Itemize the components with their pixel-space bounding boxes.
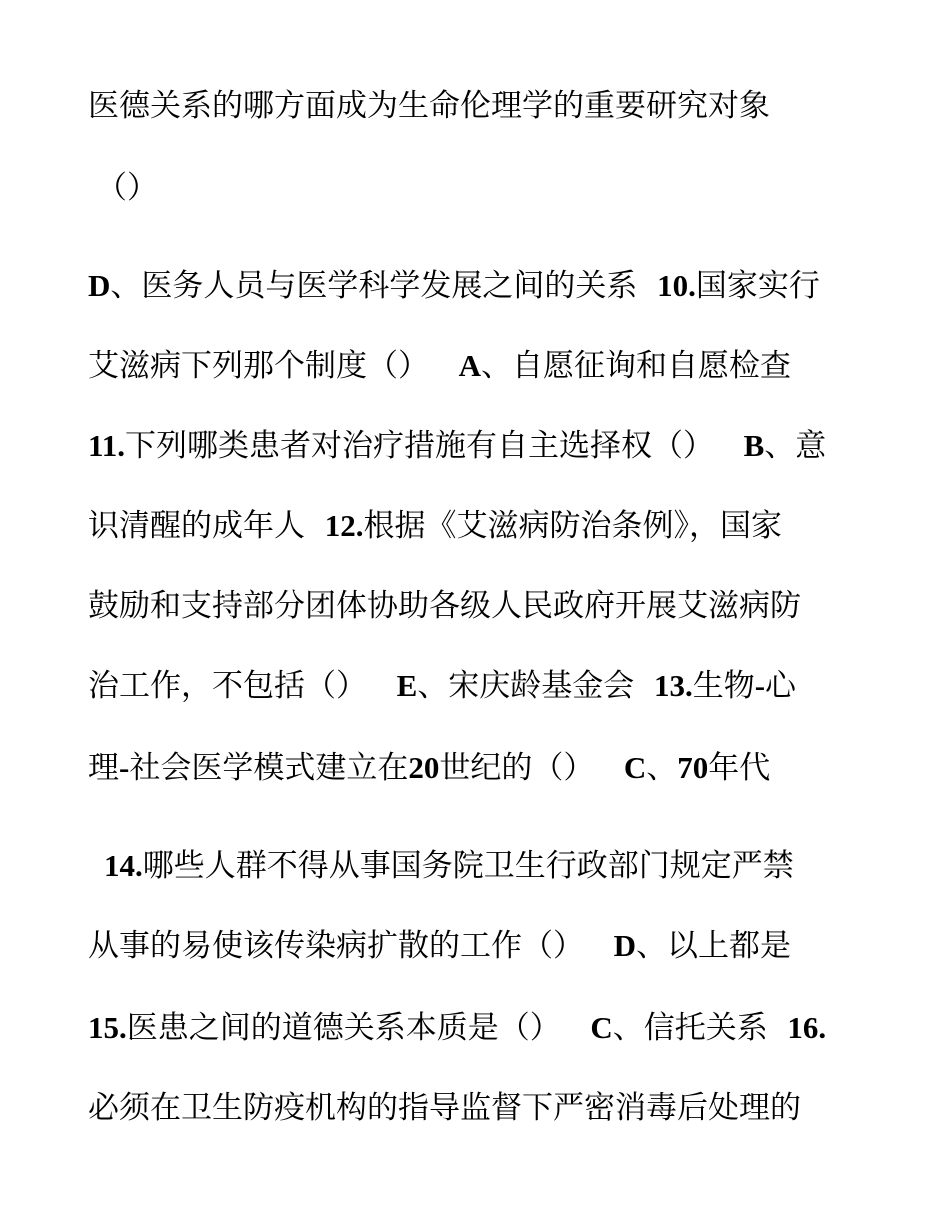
- question-number: 12.: [324, 508, 364, 543]
- question-text: 必须在卫生防疫机构的指导监督下严密消毒后处理的: [88, 1090, 801, 1126]
- text-line-3: [88, 266, 820, 306]
- text-line-1: [88, 86, 770, 126]
- option-text: 年代: [708, 750, 771, 786]
- option-letter: B: [743, 428, 765, 463]
- hyphen: -: [754, 668, 766, 703]
- option-text: 、宋庆龄基金会: [417, 668, 635, 704]
- question-text: 理: [88, 750, 119, 786]
- question-number: 11.: [88, 428, 126, 463]
- option-letter: C: [623, 750, 647, 785]
- text-line-5: [88, 426, 826, 466]
- question-number: 10.: [657, 268, 696, 303]
- text-line-9: [88, 748, 770, 788]
- question-text: 根据《艾滋病防治条例》，国家: [363, 508, 782, 544]
- option-text: 、信托关系: [612, 1010, 768, 1046]
- question-text: 社会医学模式建立在: [129, 750, 409, 786]
- option-letter: A: [458, 348, 481, 383]
- text-line-7: [88, 586, 801, 626]
- option-letter: D: [88, 268, 111, 303]
- question-number: 16.: [787, 1010, 827, 1045]
- question-text: 下列哪类患者对治疗措施有自主选择权（）: [125, 428, 715, 464]
- option-letter: D: [613, 928, 636, 963]
- line-1-text: 医德关系的哪方面成为生命伦理学的重要研究对象: [88, 88, 770, 124]
- question-text: 从事的易使该传染病扩散的工作（）: [88, 928, 584, 964]
- text-line-4: [88, 346, 791, 386]
- option-text: 、: [646, 750, 678, 786]
- question-number: 14.: [104, 848, 143, 883]
- text-line-6: [88, 506, 782, 546]
- text-line-13: [88, 1088, 801, 1128]
- option-letter: E: [396, 668, 418, 703]
- text-line-2: [96, 168, 158, 208]
- question-text: 鼓励和支持部分团体协助各级人民政府开展艾滋病防: [88, 588, 801, 624]
- question-text: 国家实行: [695, 268, 820, 304]
- question-text: 世纪的（）: [439, 750, 595, 786]
- question-text: 治工作，不包括（）: [88, 668, 367, 704]
- option-text: 识清醒的成年人: [88, 508, 305, 544]
- question-number: 15.: [88, 1010, 127, 1045]
- text-line-12: [88, 1008, 826, 1048]
- answer-parentheses: （）: [96, 170, 158, 206]
- option-letter: C: [590, 1010, 613, 1045]
- option-text: 、意: [764, 428, 827, 464]
- question-text: 医患之间的道德关系本质是（）: [126, 1010, 561, 1046]
- question-number: 13.: [653, 668, 693, 703]
- option-text: 、医务人员与医学科学发展之间的关系: [110, 268, 638, 304]
- question-text: 哪些人群不得从事国务院卫生行政部门规定严禁: [142, 848, 794, 884]
- question-text: 心: [765, 668, 797, 704]
- question-text: 艾滋病下列那个制度（）: [88, 348, 429, 384]
- option-text: 、自愿征询和自愿检查: [480, 348, 791, 384]
- hyphen: -: [119, 750, 130, 785]
- century-number: 20: [408, 750, 440, 785]
- text-line-11: [88, 926, 791, 966]
- question-text: 生物: [692, 668, 755, 704]
- decade-number: 70: [677, 750, 709, 785]
- text-line-8: [88, 666, 796, 706]
- option-text: 、以上都是: [635, 928, 791, 964]
- text-line-10: [104, 846, 794, 886]
